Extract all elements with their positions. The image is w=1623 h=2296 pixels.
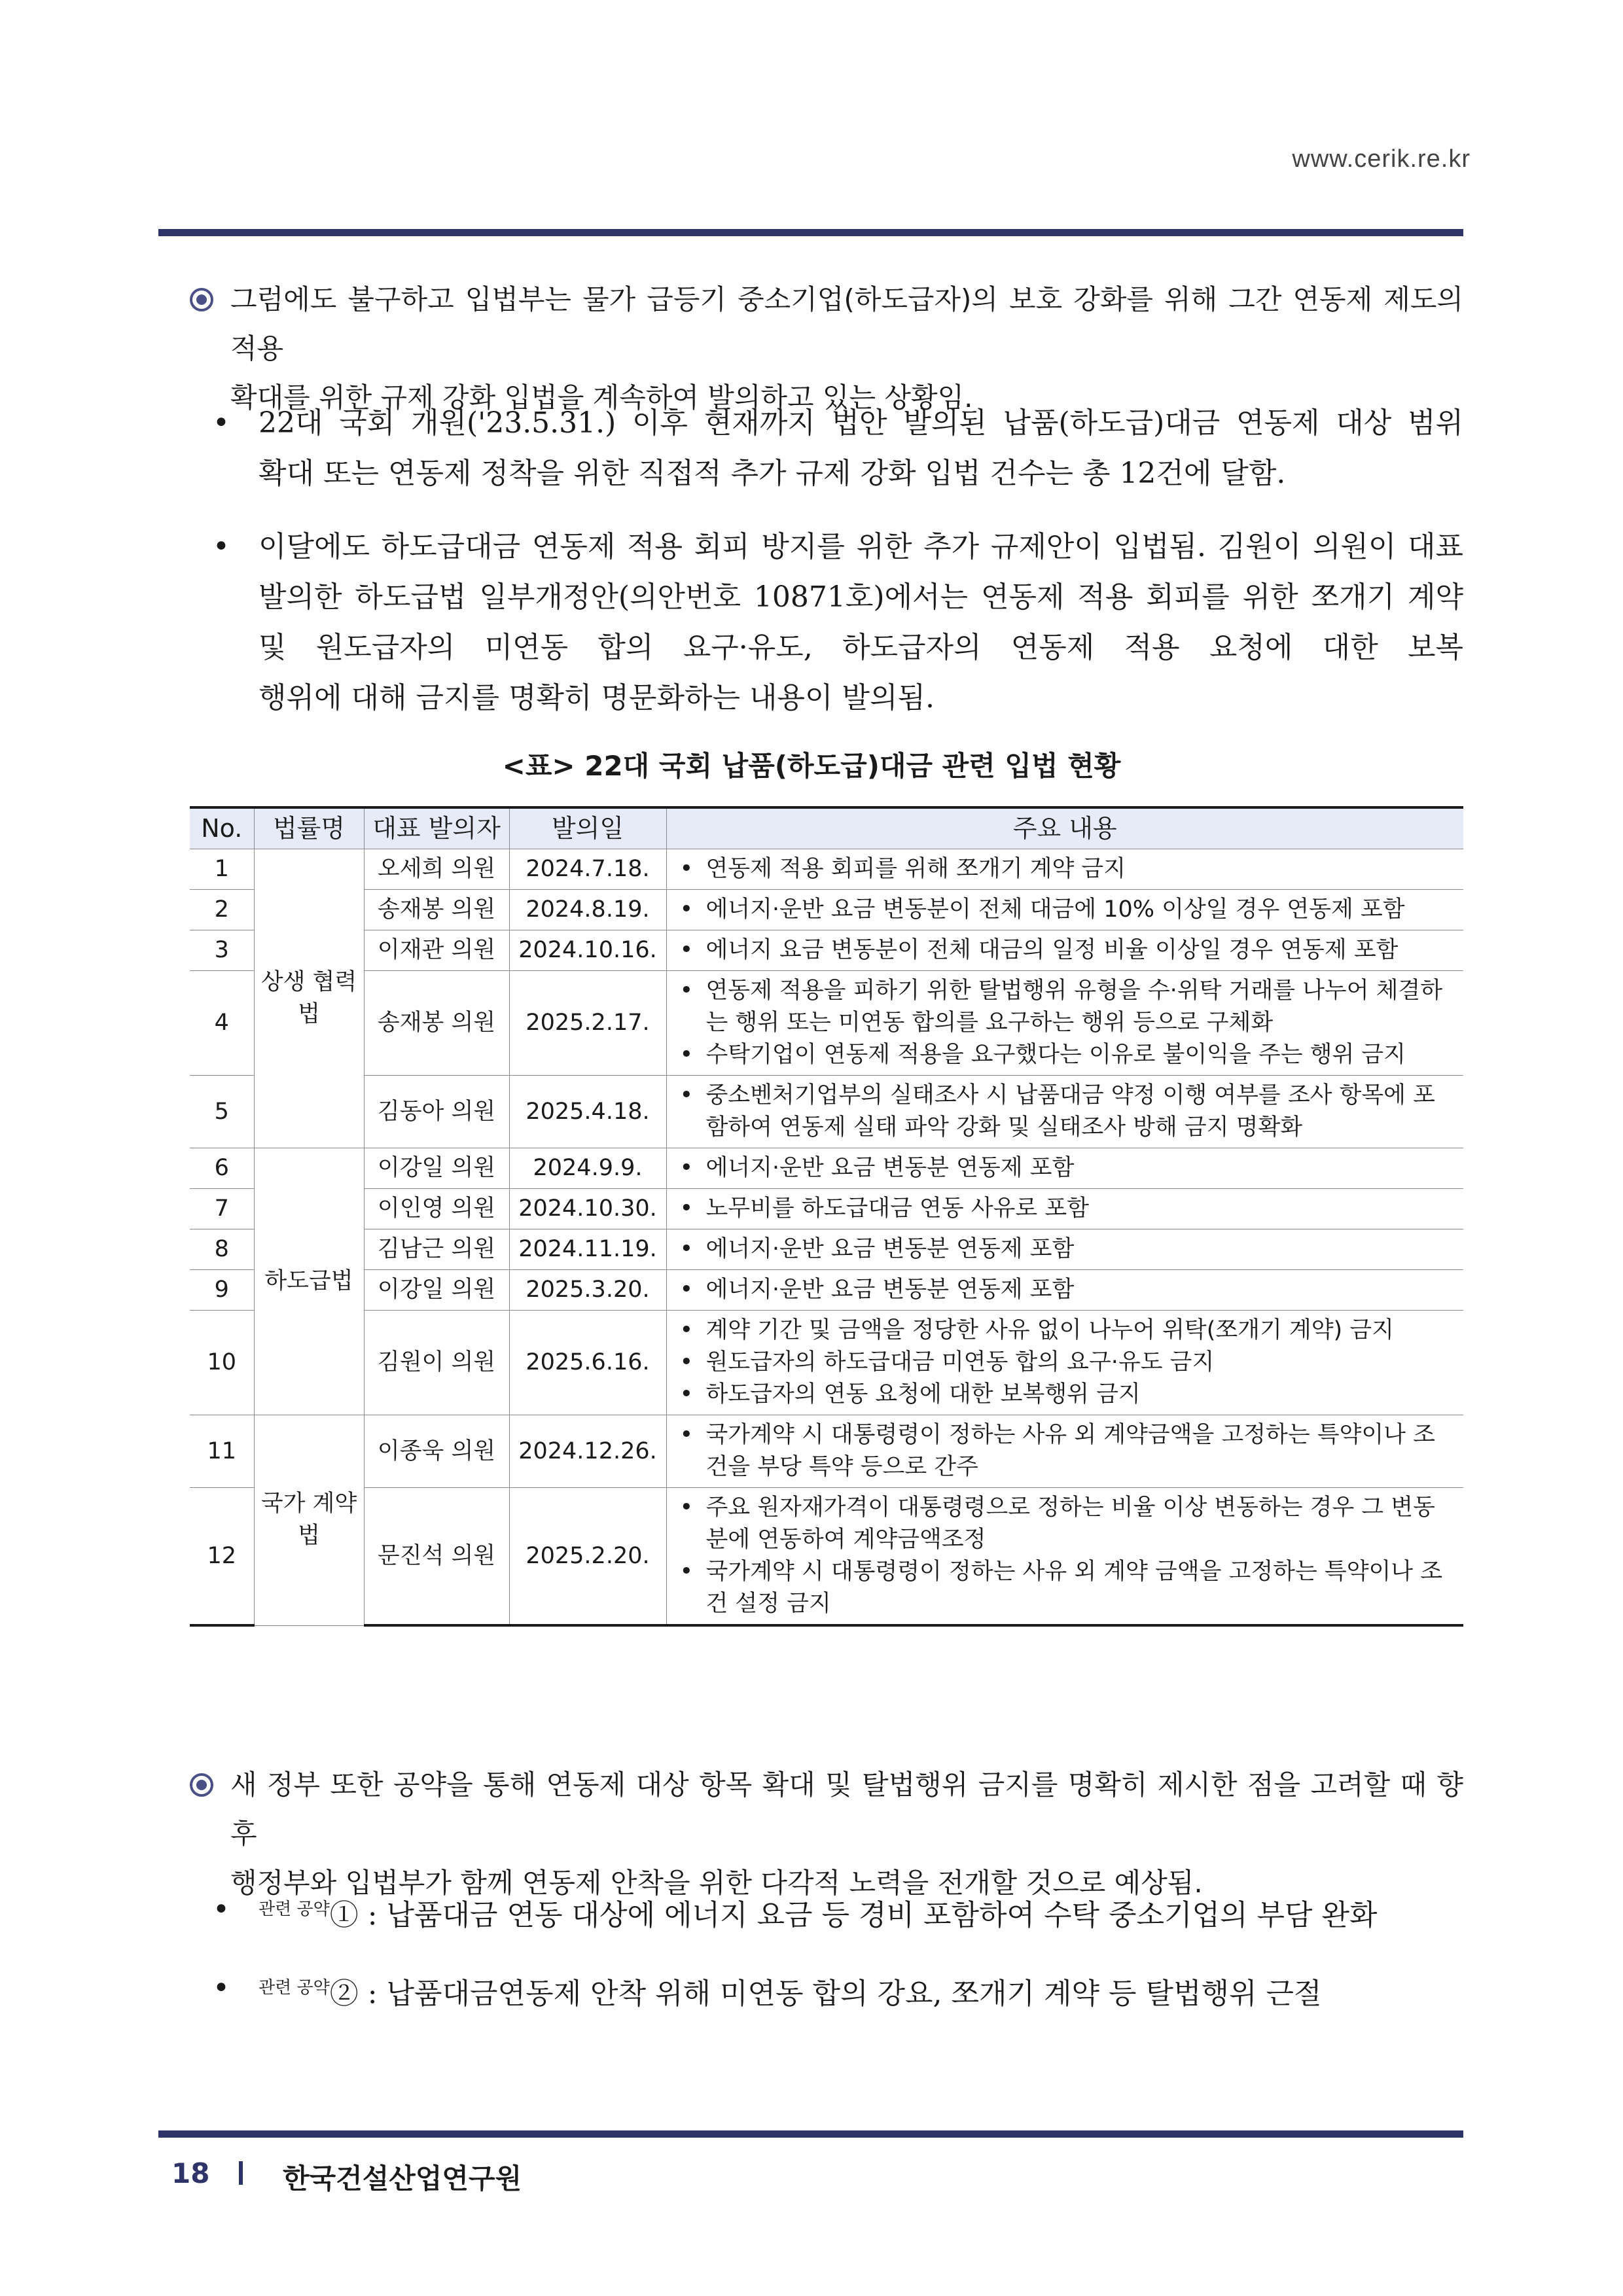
cell-sponsor: 김동아 의원 [364,1076,509,1148]
cell-date: 2025.6.16. [509,1311,666,1415]
content-item: • 노무비를 하도급대금 연동 사유로 포함 [677,1193,1457,1225]
table-row [190,1189,1463,1229]
content-item: • 국가계약 시 대통령령이 정하는 사유 외 계약금액을 고정하는 특약이나 조건을 부당 특약 등으로 간주 [677,1419,1457,1483]
content-item: • 국가계약 시 대통령령이 정하는 사유 외 계약 금액을 고정하는 특약이나 조건 설정 금지 [677,1556,1457,1620]
cell-no: 2 [190,890,254,930]
cell-content [666,930,1463,971]
bullet-text-last: 행위에 대해 금지를 명확히 명문화하는 내용이 발의됨. [259,681,935,715]
cell-no: 6 [190,1148,254,1189]
pledge-tag: 관련 공약 [259,1899,330,1919]
cell-no: 7 [190,1189,254,1229]
cell-content [666,971,1463,1076]
table-row [190,1148,1463,1189]
bullet-text: 22대 국회 개원('23.5.31.) 이후 현재까지 법안 발의된 납품(하도급)대금 연동제 대상 범위 [259,406,1463,440]
content-item: • 연동제 적용 회피를 위해 쪼개기 계약 금지 [677,853,1457,885]
table-row [190,930,1463,971]
cell-sponsor: 이종욱 의원 [364,1415,509,1488]
pledge-text: : 납품대금연동제 안착 위해 미연동 합의 강요, 쪼개기 계약 등 탈법행위 근절 [367,1977,1322,2011]
paragraph-text: 그럼에도 불구하고 입법부는 물가 급등기 중소기업(하도급자)의 보호 강화를 위해 그간 연동제 제도의 적용 [230,283,1463,364]
pledge-number: ① [329,1898,359,1932]
legislation-table [190,806,1463,1627]
content-item: • 원도급자의 하도급대금 미연동 합의 요구·유도 금지 [677,1347,1457,1379]
cell-content [666,1488,1463,1626]
cell-date: 2024.11.19. [509,1229,666,1270]
table-header-row [190,807,1463,849]
cell-date: 2024.10.16. [509,930,666,971]
cell-content [666,1148,1463,1189]
cell-content [666,1229,1463,1270]
table-row [190,971,1463,1076]
cell-date: 2024.7.18. [509,849,666,890]
cell-content [666,1311,1463,1415]
content-item: • 에너지·운반 요금 변동분 연동제 포함 [677,1274,1457,1306]
footer-rule [158,2130,1463,2138]
cell-sponsor: 송재봉 의원 [364,971,509,1076]
cell-law: 상생 협력법 [254,849,364,1148]
table-caption: <표> 22대 국회 납품(하도급)대금 관련 입법 현황 [502,750,1121,782]
bullet-dot-icon: • [213,1893,230,1926]
cell-content [666,890,1463,930]
organization-name: 한국건설산업연구원 [283,2163,522,2195]
table-row [190,1270,1463,1311]
content-item: • 에너지·운반 요금 변동분 연동제 포함 [677,1233,1457,1265]
content-item: • 에너지·운반 요금 변동분 연동제 포함 [677,1152,1457,1184]
cell-date: 2024.10.30. [509,1189,666,1229]
content-item: • 중소벤처기업부의 실태조사 시 납품대금 약정 이행 여부를 조사 항목에 포함하여 연동제 실태 파악 강화 및 실태조사 방해 금지 명확화 [677,1080,1457,1144]
header-date: 발의일 [509,807,666,849]
table-row [190,1076,1463,1148]
header-no: No. [190,807,254,849]
cell-date: 2025.2.17. [509,971,666,1076]
pledge-number: ② [329,1977,359,2011]
cell-law: 국가 계약법 [254,1415,364,1626]
table-row [190,1488,1463,1626]
table-row [190,1415,1463,1488]
cell-content [666,849,1463,890]
cell-date: 2024.12.26. [509,1415,666,1488]
pledge-item [213,1963,1463,2019]
pledge-tag: 관련 공약 [259,1978,330,1998]
cell-sponsor: 문진석 의원 [364,1488,509,1626]
cell-no: 1 [190,849,254,890]
content-item: • 하도급자의 연동 요청에 대한 보복행위 금지 [677,1379,1457,1411]
bullet-item [213,521,1463,723]
cell-no: 5 [190,1076,254,1148]
table-row [190,1311,1463,1415]
cell-sponsor: 이강일 의원 [364,1148,509,1189]
page-number: 18 [171,2157,210,2189]
table-row [190,1229,1463,1270]
cell-no: 12 [190,1488,254,1626]
cell-law: 하도급법 [254,1148,364,1415]
cell-no: 10 [190,1311,254,1415]
cell-content [666,1189,1463,1229]
content-item: • 주요 원자재가격이 대통령령으로 정하는 비율 이상 변동하는 경우 그 변동분에 연동하여 계약금액조정 [677,1492,1457,1556]
cell-sponsor: 김원이 의원 [364,1311,509,1415]
bullet-text-last: 확대 또는 연동제 정착을 위한 직접적 추가 규제 강화 입법 건수는 총 12건에 달함. [259,457,1286,490]
cell-sponsor: 이강일 의원 [364,1270,509,1311]
header-sponsor: 대표 발의자 [364,807,509,849]
paragraph-text-last: 확대를 위한 규제 강화 입법을 계속하여 발의하고 있는 상황임. [230,381,973,414]
header-content: 주요 내용 [666,807,1463,849]
cell-sponsor: 김남근 의원 [364,1229,509,1270]
content-item: • 계약 기간 및 금액을 정당한 사유 없이 나누어 위탁(쪼개기 계약) 금지 [677,1315,1457,1347]
pledge-item [213,1884,1463,1941]
bullet-text: 이달에도 하도급대금 연동제 적용 회피 방지를 위한 추가 규제안이 입법됨. 김원이 의원이 대표 발의한 하도급법 일부개정안(의안번호 10871호)에서는 연동제 적용 회피를 위한 쪼개기 계약 및 원도급자의 미연동 합의 요구·유도, 하도급자의 연동제 적용 요청에 대한 보복 [259,530,1463,664]
target-bullet-icon [190,1760,213,1809]
bullet-dot-icon: • [213,406,230,440]
cell-date: 2025.2.20. [509,1488,666,1626]
content-item: • 에너지·운반 요금 변동분이 전체 대금에 10% 이상일 경우 연동제 포함 [677,894,1457,926]
paragraph-text-last: 행정부와 입법부가 함께 연동제 안착을 위한 다각적 노력을 전개할 것으로 예상됨. [230,1867,1203,1899]
bullet-item [213,398,1463,499]
bullet-dot-icon: • [213,1971,230,2005]
footer-separator [239,2161,243,2185]
cell-no: 3 [190,930,254,971]
cell-sponsor: 오세희 의원 [364,849,509,890]
cell-date: 2025.4.18. [509,1076,666,1148]
cell-sponsor: 이인영 의원 [364,1189,509,1229]
header-rule [158,229,1463,236]
cell-content [666,1076,1463,1148]
cell-sponsor: 이재관 의원 [364,930,509,971]
cell-no: 8 [190,1229,254,1270]
content-item: • 에너지 요금 변동분이 전체 대금의 일정 비율 이상일 경우 연동제 포함 [677,934,1457,966]
pledge-text: : 납품대금 연동 대상에 에너지 요금 등 경비 포함하여 수탁 중소기업의 부담 완화 [367,1898,1378,1932]
cell-date: 2024.8.19. [509,890,666,930]
cell-date: 2025.3.20. [509,1270,666,1311]
table-body [190,849,1463,1626]
cell-no: 9 [190,1270,254,1311]
table-row [190,849,1463,890]
cell-date: 2024.9.9. [509,1148,666,1189]
content-item: • 연동제 적용을 피하기 위한 탈법행위 유형을 수·위탁 거래를 나누어 체결하는 행위 또는 미연동 합의를 요구하는 행위 등으로 구체화 [677,975,1457,1039]
table-row [190,890,1463,930]
target-bullet-icon [190,275,213,324]
cell-content [666,1270,1463,1311]
cell-no: 11 [190,1415,254,1488]
cell-sponsor: 송재봉 의원 [364,890,509,930]
paragraph-text: 새 정부 또한 공약을 통해 연동제 대상 항목 확대 및 탈법행위 금지를 명확히 제시한 점을 고려할 때 향후 [230,1769,1463,1850]
header-law: 법률명 [254,807,364,849]
site-url[interactable]: www.cerik.re.kr [1292,145,1471,173]
cell-no: 4 [190,971,254,1076]
content-item: • 수탁기업이 연동제 적용을 요구했다는 이유로 불이익을 주는 행위 금지 [677,1039,1457,1071]
bullet-dot-icon: • [213,530,230,563]
cell-content [666,1415,1463,1488]
